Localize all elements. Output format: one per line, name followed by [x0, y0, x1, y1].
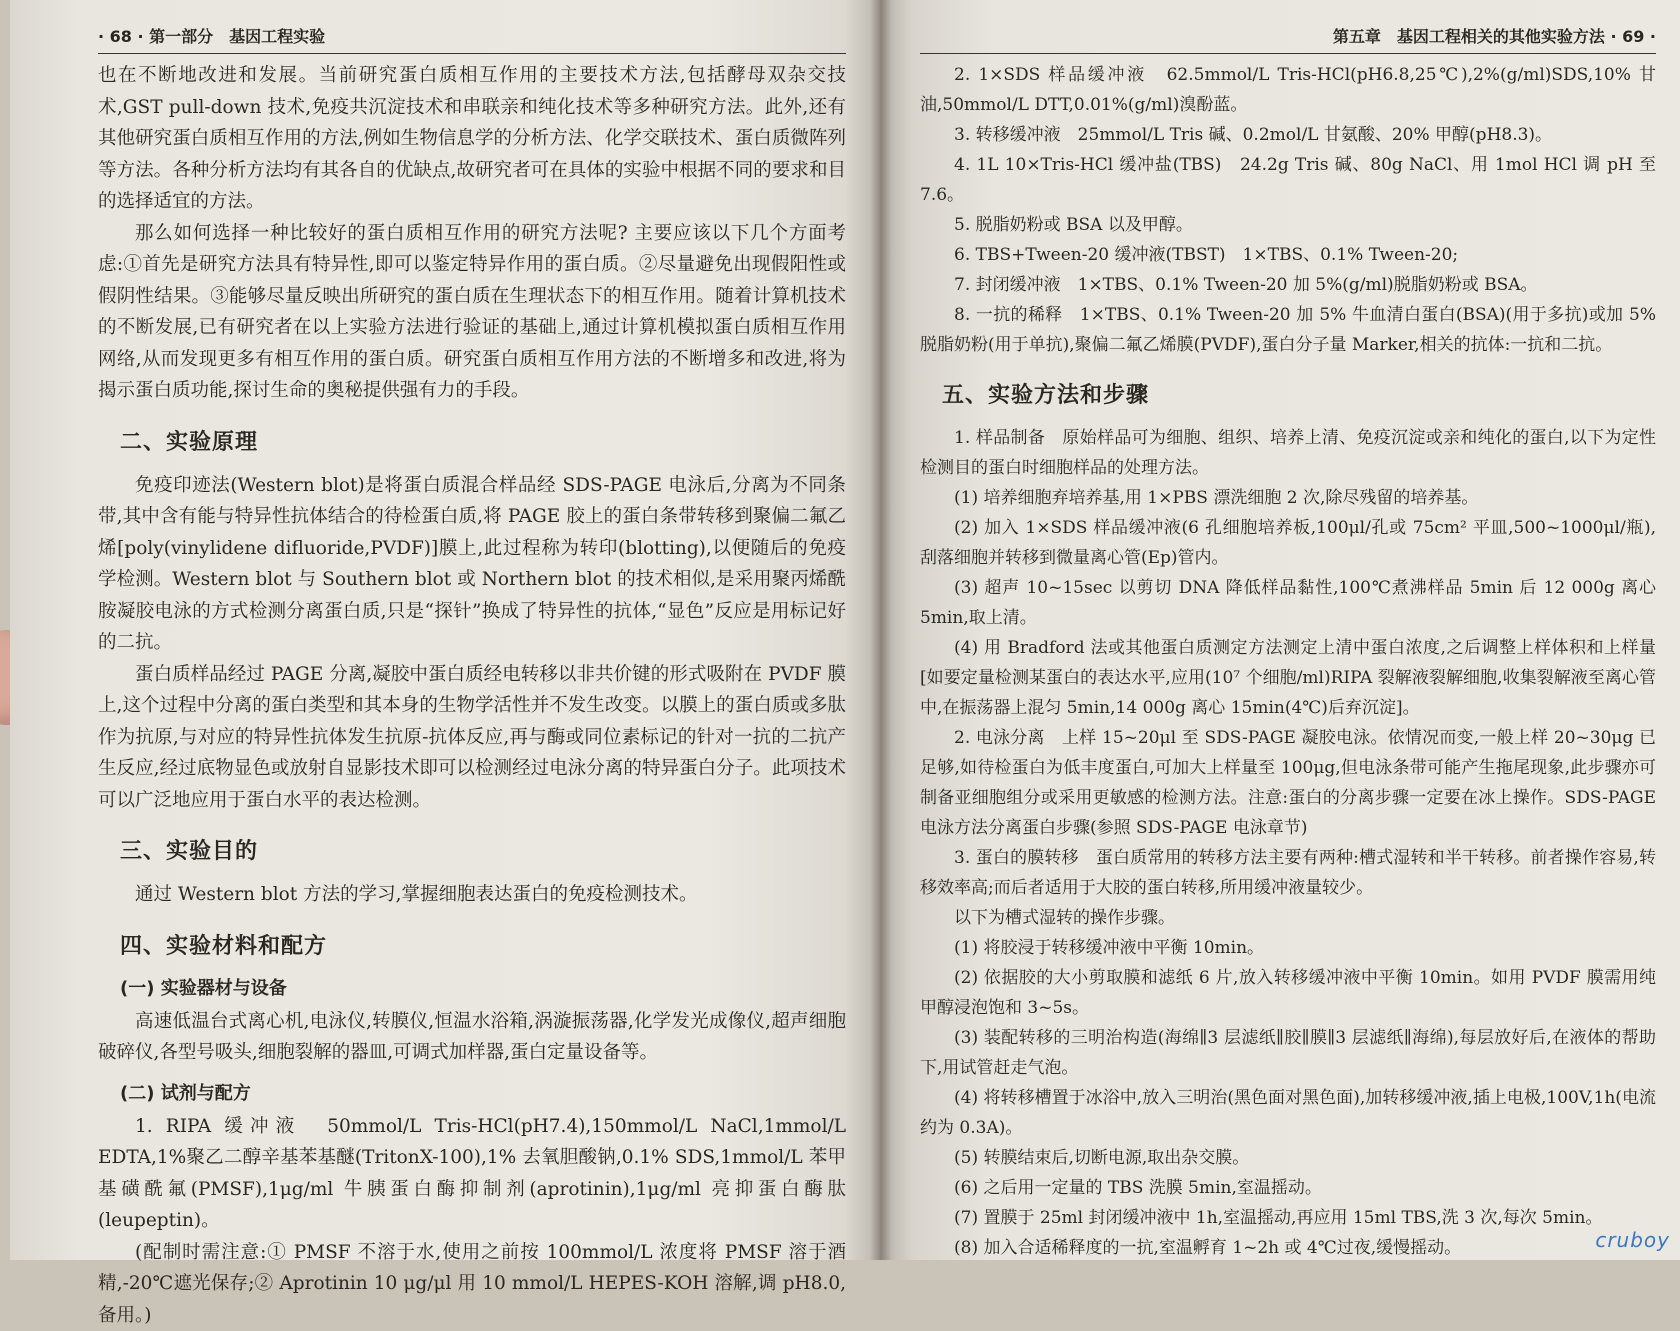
step-1-item-4: (4) 用 Bradford 法或其他蛋白质测定方法测定上清中蛋白浓度,之后调整上样体积和上样量[如要定量检测某蛋白的表达水平,应用(10⁷ 个细胞/ml)RIPA 裂解液裂解细胞,收集裂解液至离心管中,在振荡器上混匀 5min,14 000g 离心 15min(4℃)后弃沉淀]。 — [920, 633, 1656, 723]
reagents-subheading: (二) 试剂与配方 — [120, 1079, 846, 1105]
step-1: 1. 样品制备 原始样品可为细胞、组织、培养上清、免疫沉淀或亲和纯化的蛋白,以下为定性检测目的蛋白时细胞样品的处理方法。 — [920, 423, 1656, 483]
book-gutter — [870, 0, 892, 1260]
equipment-subheading: (一) 实验器材与设备 — [120, 974, 846, 1000]
step-3-item-5: (5) 转膜结束后,切断电源,取出杂交膜。 — [920, 1143, 1656, 1173]
step-3-item-4: (4) 将转移槽置于冰浴中,放入三明治(黑色面对黑色面),加转移缓冲液,插上电极,100V,1h(电流约为 0.3A)。 — [920, 1083, 1656, 1143]
reagent-6: 6. TBS+Tween-20 缓冲液(TBST) 1×TBS、0.1% Tween-20; — [920, 240, 1656, 270]
watermark-text: cruboy — [1595, 1228, 1670, 1252]
intro-paragraph-1: 也在不断地改进和发展。当前研究蛋白质相互作用的主要技术方法,包括酵母双杂交技术,GST pull-down 技术,免疫共沉淀技术和串联亲和纯化技术等多种研究方法。此外,还有其他研究蛋白质相互作用的方法,例如生物信息学的分析方法、化学交联技术、蛋白质微阵列等方法。各种分析方法均有其各自的优缺点,故研究者可在具体的实验中根据不同的要求和目的选择适宜的方法。 — [98, 60, 846, 218]
step-3-item-3: (3) 装配转移的三明治构造(海绵∥3 层滤纸∥胶∥膜∥3 层滤纸∥海绵),每层放好后,在液体的帮助下,用试管赶走气泡。 — [920, 1023, 1656, 1083]
step-3-item-6: (6) 之后用一定量的 TBS 洗膜 5min,室温摇动。 — [920, 1173, 1656, 1203]
reagent-5: 5. 脱脂奶粉或 BSA 以及甲醇。 — [920, 210, 1656, 240]
right-header-text: 第五章 基因工程相关的其他实验方法 · 69 · — [1333, 24, 1656, 47]
section-5-heading: 五、实验方法和步骤 — [942, 378, 1656, 409]
step-1-item-3: (3) 超声 10~15sec 以剪切 DNA 降低样品黏性,100℃煮沸样品 5min 后 12 000g 离心 5min,取上清。 — [920, 573, 1656, 633]
left-header-text: · 68 · 第一部分 基因工程实验 — [98, 24, 325, 47]
purpose-paragraph: 通过 Western blot 方法的学习,掌握细胞表达蛋白的免疫检测技术。 — [98, 879, 846, 911]
section-4-heading: 四、实验材料和配方 — [120, 929, 846, 960]
reagent-4: 4. 1L 10×Tris-HCl 缓冲盐(TBS) 24.2g Tris 碱、80g NaCl、用 1mol HCl 调 pH 至 7.6。 — [920, 150, 1656, 210]
left-running-head — [98, 24, 846, 54]
section-2-heading: 二、实验原理 — [120, 425, 846, 456]
step-1-item-1: (1) 培养细胞弃培养基,用 1×PBS 漂洗细胞 2 次,除尽残留的培养基。 — [920, 483, 1656, 513]
equipment-paragraph: 高速低温台式离心机,电泳仪,转膜仪,恒温水浴箱,涡漩振荡器,化学发光成像仪,超声细胞破碎仪,各型号吸头,细胞裂解的器皿,可调式加样器,蛋白定量设备等。 — [98, 1006, 846, 1069]
right-running-head — [920, 24, 1656, 54]
reagent-2: 2. 1×SDS 样品缓冲液 62.5mmol/L Tris-HCl(pH6.8,25℃),2%(g/ml)SDS,10% 甘油,50mmol/L DTT,0.01%(g/ml)溴酚蓝。 — [920, 60, 1656, 120]
principle-paragraph-1: 免疫印迹法(Western blot)是将蛋白质混合样品经 SDS-PAGE 电泳后,分离为不同条带,其中含有能与特异性抗体结合的待检蛋白质,将 PAGE 胶上的蛋白条带转移到聚偏二氟乙烯[poly(vinylidene difluoride,PVDF)]膜上,此过程称为转印(blotting),以便随后的免疫学检测。Western blot 与 Southern blot 或 Northern blot 的技术相似,是采用聚丙烯酰胺凝胶电泳的方式检测分离蛋白质,只是“探针”换成了特异性的抗体,“显色”反应是用标记好的二抗。 — [98, 470, 846, 659]
reagent-8: 8. 一抗的稀释 1×TBS、0.1% Tween-20 加 5% 牛血清白蛋白(BSA)(用于多抗)或加 5% 脱脂奶粉(用于单抗),聚偏二氟乙烯膜(PVDF),蛋白分子量 Marker,相关的抗体:一抗和二抗。 — [920, 300, 1656, 360]
step-3-item-2: (2) 依据胶的大小剪取膜和滤纸 6 片,放入转移缓冲液中平衡 10min。如用 PVDF 膜需用纯甲醇浸泡饱和 3~5s。 — [920, 963, 1656, 1023]
intro-paragraph-2: 那么如何选择一种比较好的蛋白质相互作用的研究方法呢? 主要应该以下几个方面考虑:①首先是研究方法具有特异性,即可以鉴定特异作用的蛋白质。②尽量避免出现假阳性或假阴性结果。③能够尽量反映出所研究的蛋白质在生理状态下的相互作用。随着计算机技术的不断发展,已有研究者在以上实验方法进行验证的基础上,通过计算机模拟蛋白质相互作用网络,从而发现更多有相互作用的蛋白质。研究蛋白质相互作用方法的不断增多和改进,将为揭示蛋白质功能,探讨生命的奥秘提供强有力的手段。 — [98, 218, 846, 407]
step-3-item-8: (8) 加入合适稀释度的一抗,室温孵育 1~2h 或 4℃过夜,缓慢摇动。 — [920, 1233, 1656, 1263]
section-3-heading: 三、实验目的 — [120, 834, 846, 865]
left-page — [10, 0, 880, 1260]
right-page — [880, 0, 1680, 1260]
step-3-intro: 以下为槽式湿转的操作步骤。 — [920, 903, 1656, 933]
step-3: 3. 蛋白的膜转移 蛋白质常用的转移方法主要有两种:槽式湿转和半干转移。前者操作容易,转移效率高;而后者适用于大胶的蛋白转移,所用缓冲液量较少。 — [920, 843, 1656, 903]
principle-paragraph-2: 蛋白质样品经过 PAGE 分离,凝胶中蛋白质经电转移以非共价键的形式吸附在 PVDF 膜上,这个过程中分离的蛋白类型和其本身的生物学活性并不发生改变。以膜上的蛋白质或多肽作为抗原,与对应的特异性抗体发生抗原-抗体反应,再与酶或同位素标记的针对一抗的二抗产生反应,经过底物显色或放射自显影技术即可以检测经过电泳分离的特异蛋白分子。此项技术可以广泛地应用于蛋白水平的表达检测。 — [98, 659, 846, 817]
step-3-item-1: (1) 将胶浸于转移缓冲液中平衡 10min。 — [920, 933, 1656, 963]
step-3-item-7: (7) 置膜于 25ml 封闭缓冲液中 1h,室温摇动,再应用 15ml TBS,洗 3 次,每次 5min。 — [920, 1203, 1656, 1233]
reagent-7: 7. 封闭缓冲液 1×TBS、0.1% Tween-20 加 5%(g/ml)脱脂奶粉或 BSA。 — [920, 270, 1656, 300]
step-1-item-2: (2) 加入 1×SDS 样品缓冲液(6 孔细胞培养板,100μl/孔或 75cm² 平皿,500~1000μl/瓶),刮落细胞并转移到微量离心管(Ep)管内。 — [920, 513, 1656, 573]
ripa-paragraph: 1. RIPA 缓冲液 50mmol/L Tris-HCl(pH7.4),150mmol/L NaCl,1mmol/L EDTA,1%聚乙二醇辛基苯基醚(TritonX-100),1% 去氧胆酸钠,0.1% SDS,1mmol/L 苯甲基磺酰氟(PMSF),1μg/ml 牛胰蛋白酶抑制剂(aprotinin),1μg/ml 亮抑蛋白酶肽(leupeptin)。 — [98, 1111, 846, 1237]
reagent-3: 3. 转移缓冲液 25mmol/L Tris 碱、0.2mol/L 甘氨酸、20% 甲醇(pH8.3)。 — [920, 120, 1656, 150]
ripa-note: (配制时需注意:① PMSF 不溶于水,使用之前按 100mmol/L 浓度将 PMSF 溶于酒精,-20℃遮光保存;② Aprotinin 10 μg/μl 用 10 mmol/L HEPES-KOH 溶解,调 pH8.0,备用。) — [98, 1237, 846, 1331]
step-2: 2. 电泳分离 上样 15~20μl 至 SDS-PAGE 凝胶电泳。依情况而变,一般上样 20~30μg 已足够,如待检蛋白为低丰度蛋白,可加大上样量至 100μg,但电泳条带可能产生拖尾现象,此步骤亦可制备亚细胞组分或采用更敏感的检测方法。注意:蛋白的分离步骤一定要在冰上操作。SDS-PAGE 电泳方法分离蛋白步骤(参照 SDS-PAGE 电泳章节) — [920, 723, 1656, 843]
